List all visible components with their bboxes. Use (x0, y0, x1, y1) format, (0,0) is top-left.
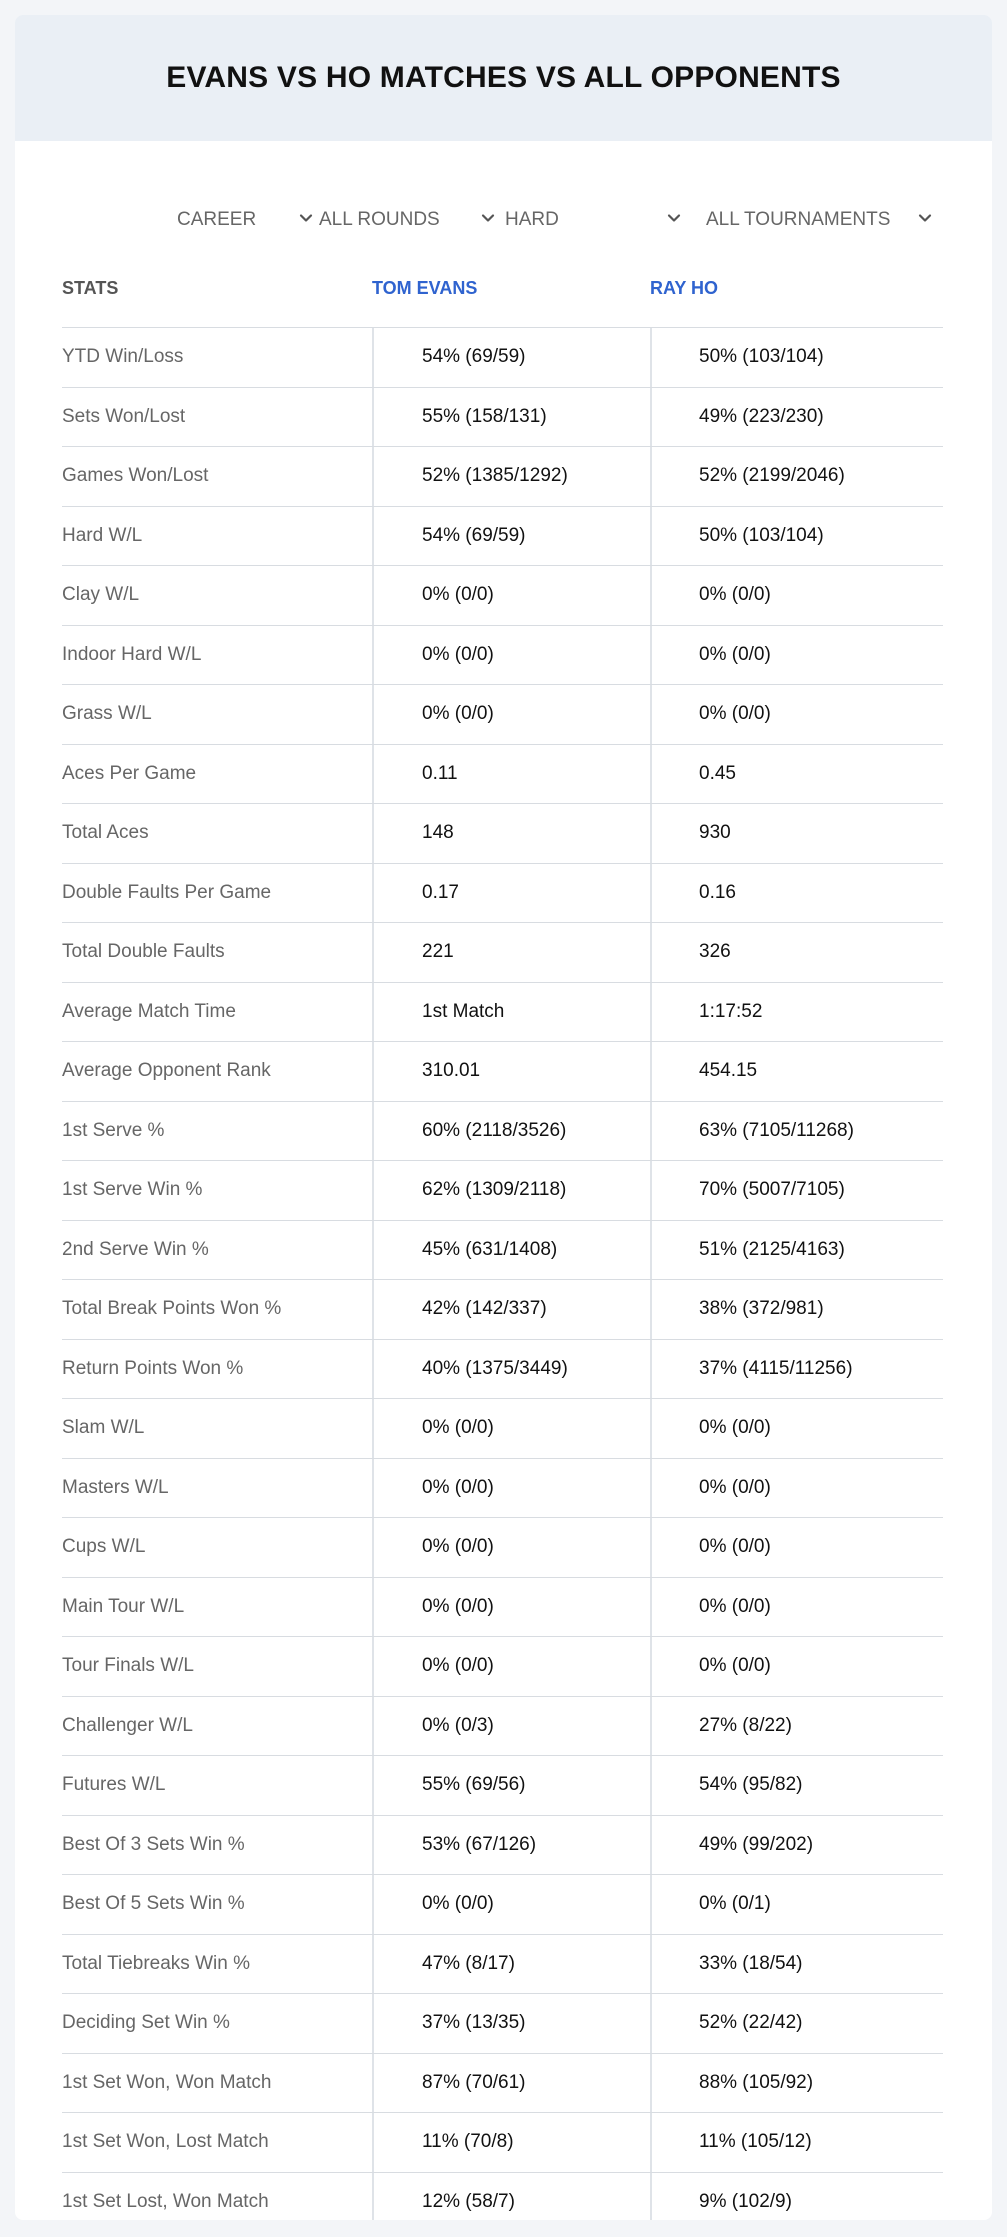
player2-value: 27% (8/22) (650, 1697, 943, 1756)
player1-value: 55% (69/56) (372, 1756, 650, 1815)
table-row (62, 1280, 943, 1340)
player2-value: 49% (223/230) (650, 388, 943, 447)
stat-label: 1st Serve % (62, 1119, 165, 1141)
stat-label: Slam W/L (62, 1417, 145, 1439)
stat-label: Total Double Faults (62, 941, 225, 963)
player2-value: 454.15 (650, 1042, 943, 1101)
player1-value: 62% (1309/2118) (372, 1161, 650, 1220)
card-header (15, 15, 992, 141)
table-row (62, 804, 943, 864)
stat-label: Return Points Won % (62, 1357, 244, 1379)
table-row (62, 1935, 943, 1995)
player2-value: 9% (102/9) (650, 2173, 943, 2221)
table-header (62, 249, 943, 328)
player1-value: 221 (372, 923, 650, 982)
player1-value: 0% (0/0) (372, 1578, 650, 1637)
player1-value: 55% (158/131) (372, 388, 650, 447)
table-row (62, 447, 943, 507)
table-row (62, 507, 943, 567)
player2-value: 11% (105/12) (650, 2113, 943, 2172)
stat-label: Futures W/L (62, 1774, 166, 1796)
table-row (62, 2054, 943, 2114)
period-select-value: CAREER (177, 209, 257, 230)
stat-label: Indoor Hard W/L (62, 643, 202, 665)
player2-value: 63% (7105/11268) (650, 1102, 943, 1161)
stat-label: Total Break Points Won % (62, 1298, 282, 1320)
player2-value: 70% (5007/7105) (650, 1161, 943, 1220)
surface-select[interactable] (505, 191, 559, 249)
stat-label: Average Match Time (62, 1000, 236, 1022)
player1-value: 54% (69/59) (372, 328, 650, 387)
player2-value: 88% (105/92) (650, 2054, 943, 2113)
stat-label: Aces Per Game (62, 762, 197, 784)
stat-label: Best Of 5 Sets Win % (62, 1893, 245, 1915)
table-row (62, 983, 943, 1043)
player1-value: 45% (631/1408) (372, 1221, 650, 1280)
player1-value: 0% (0/0) (372, 1637, 650, 1696)
player1-value: 310.01 (372, 1042, 650, 1101)
table-row (62, 685, 943, 745)
player2-value: 326 (650, 923, 943, 982)
player2-value: 0.16 (650, 864, 943, 923)
period-select[interactable] (177, 191, 256, 249)
stat-label: Total Aces (62, 822, 149, 844)
player1-value: 42% (142/337) (372, 1280, 650, 1339)
stat-label: Grass W/L (62, 703, 152, 725)
stat-label: Games Won/Lost (62, 465, 209, 487)
table-row (62, 1518, 943, 1578)
player1-value: 0% (0/0) (372, 626, 650, 685)
stat-label: Tour Finals W/L (62, 1655, 194, 1677)
page-title: EVANS VS HO MATCHES VS ALL OPPONENTS (166, 61, 841, 94)
player2-link[interactable]: RAY HO (650, 277, 719, 298)
player2-value: 0.45 (650, 745, 943, 804)
chevron-down-icon (479, 209, 497, 227)
player2-value: 1:17:52 (650, 983, 943, 1042)
table-row (62, 1756, 943, 1816)
chevron-down-icon (297, 209, 315, 227)
player1-value: 12% (58/7) (372, 2173, 650, 2221)
stat-label: Clay W/L (62, 584, 140, 606)
chevron-down-icon (665, 209, 683, 227)
player1-value: 40% (1375/3449) (372, 1340, 650, 1399)
player1-link[interactable]: TOM EVANS (372, 277, 478, 298)
stat-label: 1st Set Won, Won Match (62, 2071, 272, 2093)
player1-value: 0% (0/0) (372, 566, 650, 625)
player1-value: 0% (0/0) (372, 685, 650, 744)
stat-label: YTD Win/Loss (62, 346, 184, 368)
stats-column-header: STATS (62, 277, 119, 298)
player2-value: 54% (95/82) (650, 1756, 943, 1815)
table-row (62, 388, 943, 448)
player1-value: 47% (8/17) (372, 1935, 650, 1994)
player1-value: 53% (67/126) (372, 1816, 650, 1875)
table-row (62, 328, 943, 388)
stat-label: Hard W/L (62, 524, 143, 546)
tournament-select-value: ALL TOURNAMENTS (706, 209, 891, 230)
stat-label: Deciding Set Win % (62, 2012, 230, 2034)
player2-value: 0% (0/0) (650, 1459, 943, 1518)
table-row (62, 1697, 943, 1757)
player2-value: 49% (99/202) (650, 1816, 943, 1875)
stat-label: Main Tour W/L (62, 1595, 185, 1617)
player2-value: 38% (372/981) (650, 1280, 943, 1339)
player1-value: 0.11 (372, 745, 650, 804)
rounds-select-value: ALL ROUNDS (319, 209, 440, 230)
player2-value: 37% (4115/11256) (650, 1340, 943, 1399)
player2-value: 0% (0/0) (650, 1518, 943, 1577)
player2-value: 0% (0/0) (650, 1399, 943, 1458)
table-body (62, 328, 943, 2220)
table-row (62, 1875, 943, 1935)
table-row (62, 745, 943, 805)
player1-value: 0% (0/0) (372, 1459, 650, 1518)
player2-value: 50% (103/104) (650, 507, 943, 566)
stat-label: Cups W/L (62, 1536, 146, 1558)
player2-value: 50% (103/104) (650, 328, 943, 387)
stat-label: Sets Won/Lost (62, 405, 186, 427)
player1-value: 148 (372, 804, 650, 863)
table-row (62, 1816, 943, 1876)
stat-label: Challenger W/L (62, 1714, 193, 1736)
stat-label: 1st Serve Win % (62, 1179, 203, 1201)
table-row (62, 1161, 943, 1221)
table-row (62, 2173, 943, 2221)
stat-label: 1st Set Lost, Won Match (62, 2190, 269, 2212)
table-row (62, 566, 943, 626)
player2-value: 0% (0/0) (650, 626, 943, 685)
table-row (62, 1340, 943, 1400)
stat-label: Best Of 3 Sets Win % (62, 1833, 245, 1855)
stats-table (62, 249, 943, 2220)
player1-value: 0% (0/0) (372, 1875, 650, 1934)
player2-value: 0% (0/0) (650, 685, 943, 744)
rounds-select[interactable] (319, 191, 440, 249)
player2-value: 0% (0/0) (650, 566, 943, 625)
player2-value: 51% (2125/4163) (650, 1221, 943, 1280)
player1-value: 1st Match (372, 983, 650, 1042)
stat-label: 1st Set Won, Lost Match (62, 2131, 269, 2153)
table-row (62, 1042, 943, 1102)
player2-value: 52% (2199/2046) (650, 447, 943, 506)
player1-value: 0% (0/3) (372, 1697, 650, 1756)
table-row (62, 864, 943, 924)
stat-label: Double Faults Per Game (62, 881, 272, 903)
player1-value: 0% (0/0) (372, 1399, 650, 1458)
chevron-down-icon (916, 209, 934, 227)
table-row (62, 1637, 943, 1697)
player1-value: 54% (69/59) (372, 507, 650, 566)
stat-label: Average Opponent Rank (62, 1060, 271, 1082)
player2-value: 0% (0/0) (650, 1637, 943, 1696)
table-row (62, 2113, 943, 2173)
player2-value: 52% (22/42) (650, 1994, 943, 2053)
table-row (62, 1221, 943, 1281)
player1-value: 11% (70/8) (372, 2113, 650, 2172)
stats-card (15, 15, 992, 2220)
player1-value: 0% (0/0) (372, 1518, 650, 1577)
table-row (62, 1459, 943, 1519)
player1-value: 0.17 (372, 864, 650, 923)
player2-value: 0% (0/1) (650, 1875, 943, 1934)
table-row (62, 1102, 943, 1162)
surface-select-value: HARD (505, 209, 559, 230)
player1-value: 87% (70/61) (372, 2054, 650, 2113)
table-row (62, 1578, 943, 1638)
tournament-select[interactable] (706, 191, 890, 249)
player1-value: 60% (2118/3526) (372, 1102, 650, 1161)
table-row (62, 1994, 943, 2054)
player1-value: 52% (1385/1292) (372, 447, 650, 506)
player1-value: 37% (13/35) (372, 1994, 650, 2053)
table-row (62, 923, 943, 983)
player2-value: 33% (18/54) (650, 1935, 943, 1994)
player2-value: 930 (650, 804, 943, 863)
stat-label: 2nd Serve Win % (62, 1238, 209, 1260)
stat-label: Total Tiebreaks Win % (62, 1952, 250, 1974)
table-row (62, 626, 943, 686)
player2-value: 0% (0/0) (650, 1578, 943, 1637)
filter-bar (15, 191, 992, 249)
table-row (62, 1399, 943, 1459)
stat-label: Masters W/L (62, 1476, 169, 1498)
